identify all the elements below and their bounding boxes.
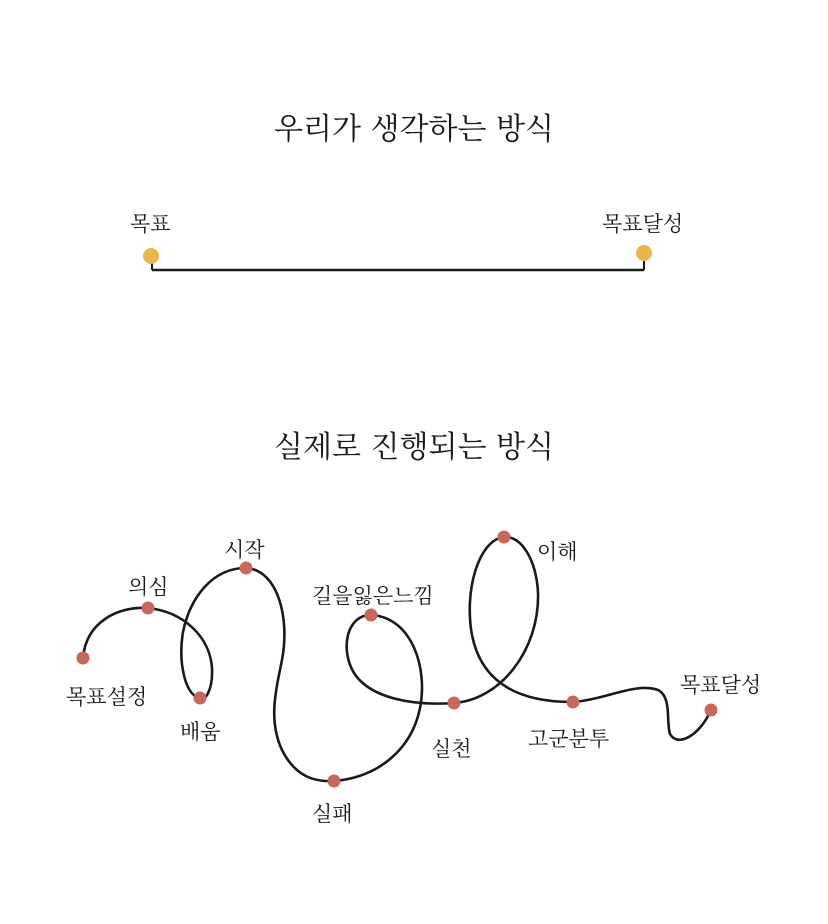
- dot-achieved: [705, 704, 718, 717]
- ideal-title: 우리가 생각하는 방식: [274, 112, 554, 147]
- dot-failure: [328, 775, 341, 788]
- label-start: 시작: [224, 538, 265, 562]
- reality-path-curve: [83, 537, 711, 781]
- label-failure: 실패: [312, 802, 353, 826]
- ideal-start-label: 목표: [130, 212, 171, 236]
- dot-goal-setting: [77, 652, 90, 665]
- label-struggle: 고군분투: [528, 727, 610, 751]
- dot-understanding: [498, 531, 511, 544]
- dot-lost: [365, 609, 378, 622]
- label-learning: 배움: [180, 720, 221, 744]
- dot-struggle: [567, 696, 580, 709]
- label-doubt: 의심: [128, 575, 169, 599]
- ideal-end-label: 목표달성: [602, 212, 684, 236]
- label-achieved: 목표달성: [680, 673, 762, 697]
- dot-doubt: [142, 602, 155, 615]
- reality-title: 실제로 진행되는 방식: [274, 430, 554, 465]
- label-practice: 실천: [431, 737, 472, 761]
- label-lost: 길을잃은느낌: [312, 584, 434, 608]
- label-understanding: 이해: [537, 540, 578, 564]
- dot-learning: [194, 692, 207, 705]
- dot-practice: [448, 697, 461, 710]
- ideal-start-dot: [143, 248, 159, 264]
- ideal-end-dot: [636, 245, 652, 261]
- label-goal-setting: 목표설정: [66, 685, 148, 709]
